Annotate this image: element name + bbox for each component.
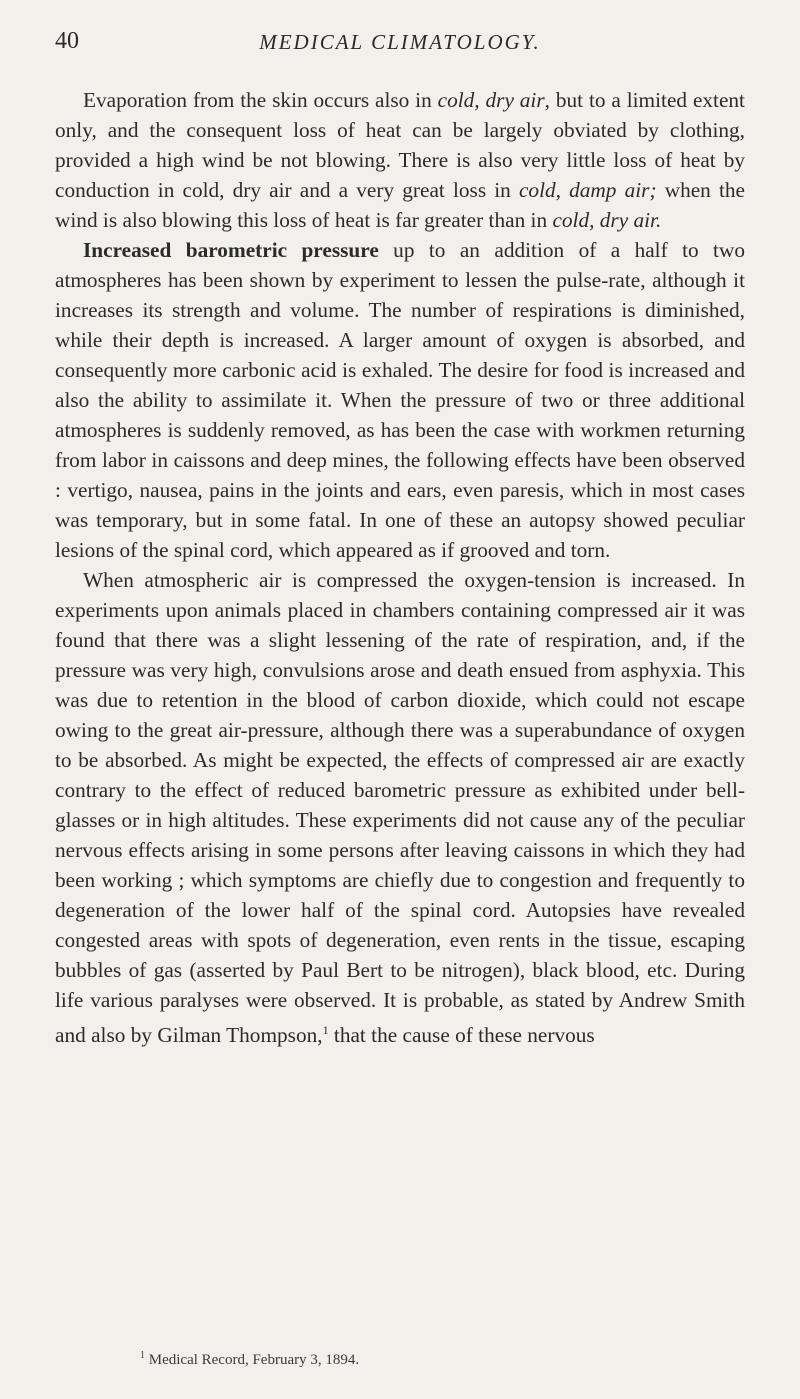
text-run: that the cause of these nervous	[328, 1023, 595, 1048]
italic-phrase: cold, damp air;	[518, 178, 657, 202]
footnote-text: Medical Record, February 3, 1894.	[148, 1352, 360, 1368]
paragraph	[55, 235, 745, 565]
running-title: MEDICAL CLIMATOLOGY.	[259, 30, 541, 54]
section-heading: Increased barometric pressure	[83, 238, 379, 262]
text-run: When atmospheric air is compressed the oxygen-tension is increased. In experiments upon animals placed in chambers containing compressed air it was found that there was a slight lessening of the rate of respiration, and, if the pressure was very high, convulsions arose and death ensued from asphyxia. This was due to retention in the blood of carbon dioxide, which could not escape owing to the great air-pressure, although there was a superabundance of oxygen to be absorbed. As might be expected, the effects of compressed air are exactly contrary to the effect of reduced barometric pressure as exhibited under bell-glasses or in high altitudes. These experiments did not cause any of the peculiar nervous effects arising in some persons after leaving caissons in which they had been working ; which symptoms are chiefly due to congestion and frequently to degeneration of the lower half of the spinal cord. Autopsies have revealed congested areas with spots of degeneration, even rents in the tissue, escaping bubbles of gas (asserted by Paul Bert to be nitrogen), black blood, etc. During life various paralyses were observed. It is probable, as stated by Andrew Smith and also by Gilman Thompson,	[55, 568, 745, 1048]
paragraph	[55, 565, 745, 1050]
italic-phrase: cold, dry air.	[552, 208, 662, 232]
text-run: , but to a limited extent only, and the consequent loss of heat can be largely obviated by clothing, provided a high wind be not blowing. There is also very little loss of heat by conduction in cold, dry air and a very great loss in	[55, 88, 745, 202]
paragraph	[55, 85, 745, 235]
page-number: 40	[55, 28, 79, 54]
text-run: when the wind is also blowing this loss of heat is far greater than in	[55, 178, 745, 232]
footnote-reference: 1	[322, 1023, 329, 1037]
body-text	[55, 85, 745, 1050]
footnote	[140, 1350, 359, 1369]
page-header	[55, 28, 745, 62]
italic-phrase: cold, dry air	[437, 88, 545, 112]
footnote-marker: 1	[140, 1350, 145, 1361]
text-run: up to an addition of a half to two atmospheres has been shown by experiment to lessen the pulse-rate, although it increases its strength and volume. The number of respirations is diminished, while their depth is increased. A larger amount of oxygen is absorbed, and consequently more carbonic acid is exhaled. The desire for food is increased and also the ability to assimilate it. When the pressure of two or three additional atmospheres is suddenly removed, as has been the case with workmen returning from labor in caissons and deep mines, the following effects have been observed : vertigo, nausea, pains in the joints and ears, even paresis, which in most cases was temporary, but in some fatal. In one of these an autopsy showed peculiar lesions of the spinal cord, which appeared as if grooved and torn.	[55, 238, 746, 562]
text-run: Evaporation from the skin occurs also in	[83, 88, 438, 112]
